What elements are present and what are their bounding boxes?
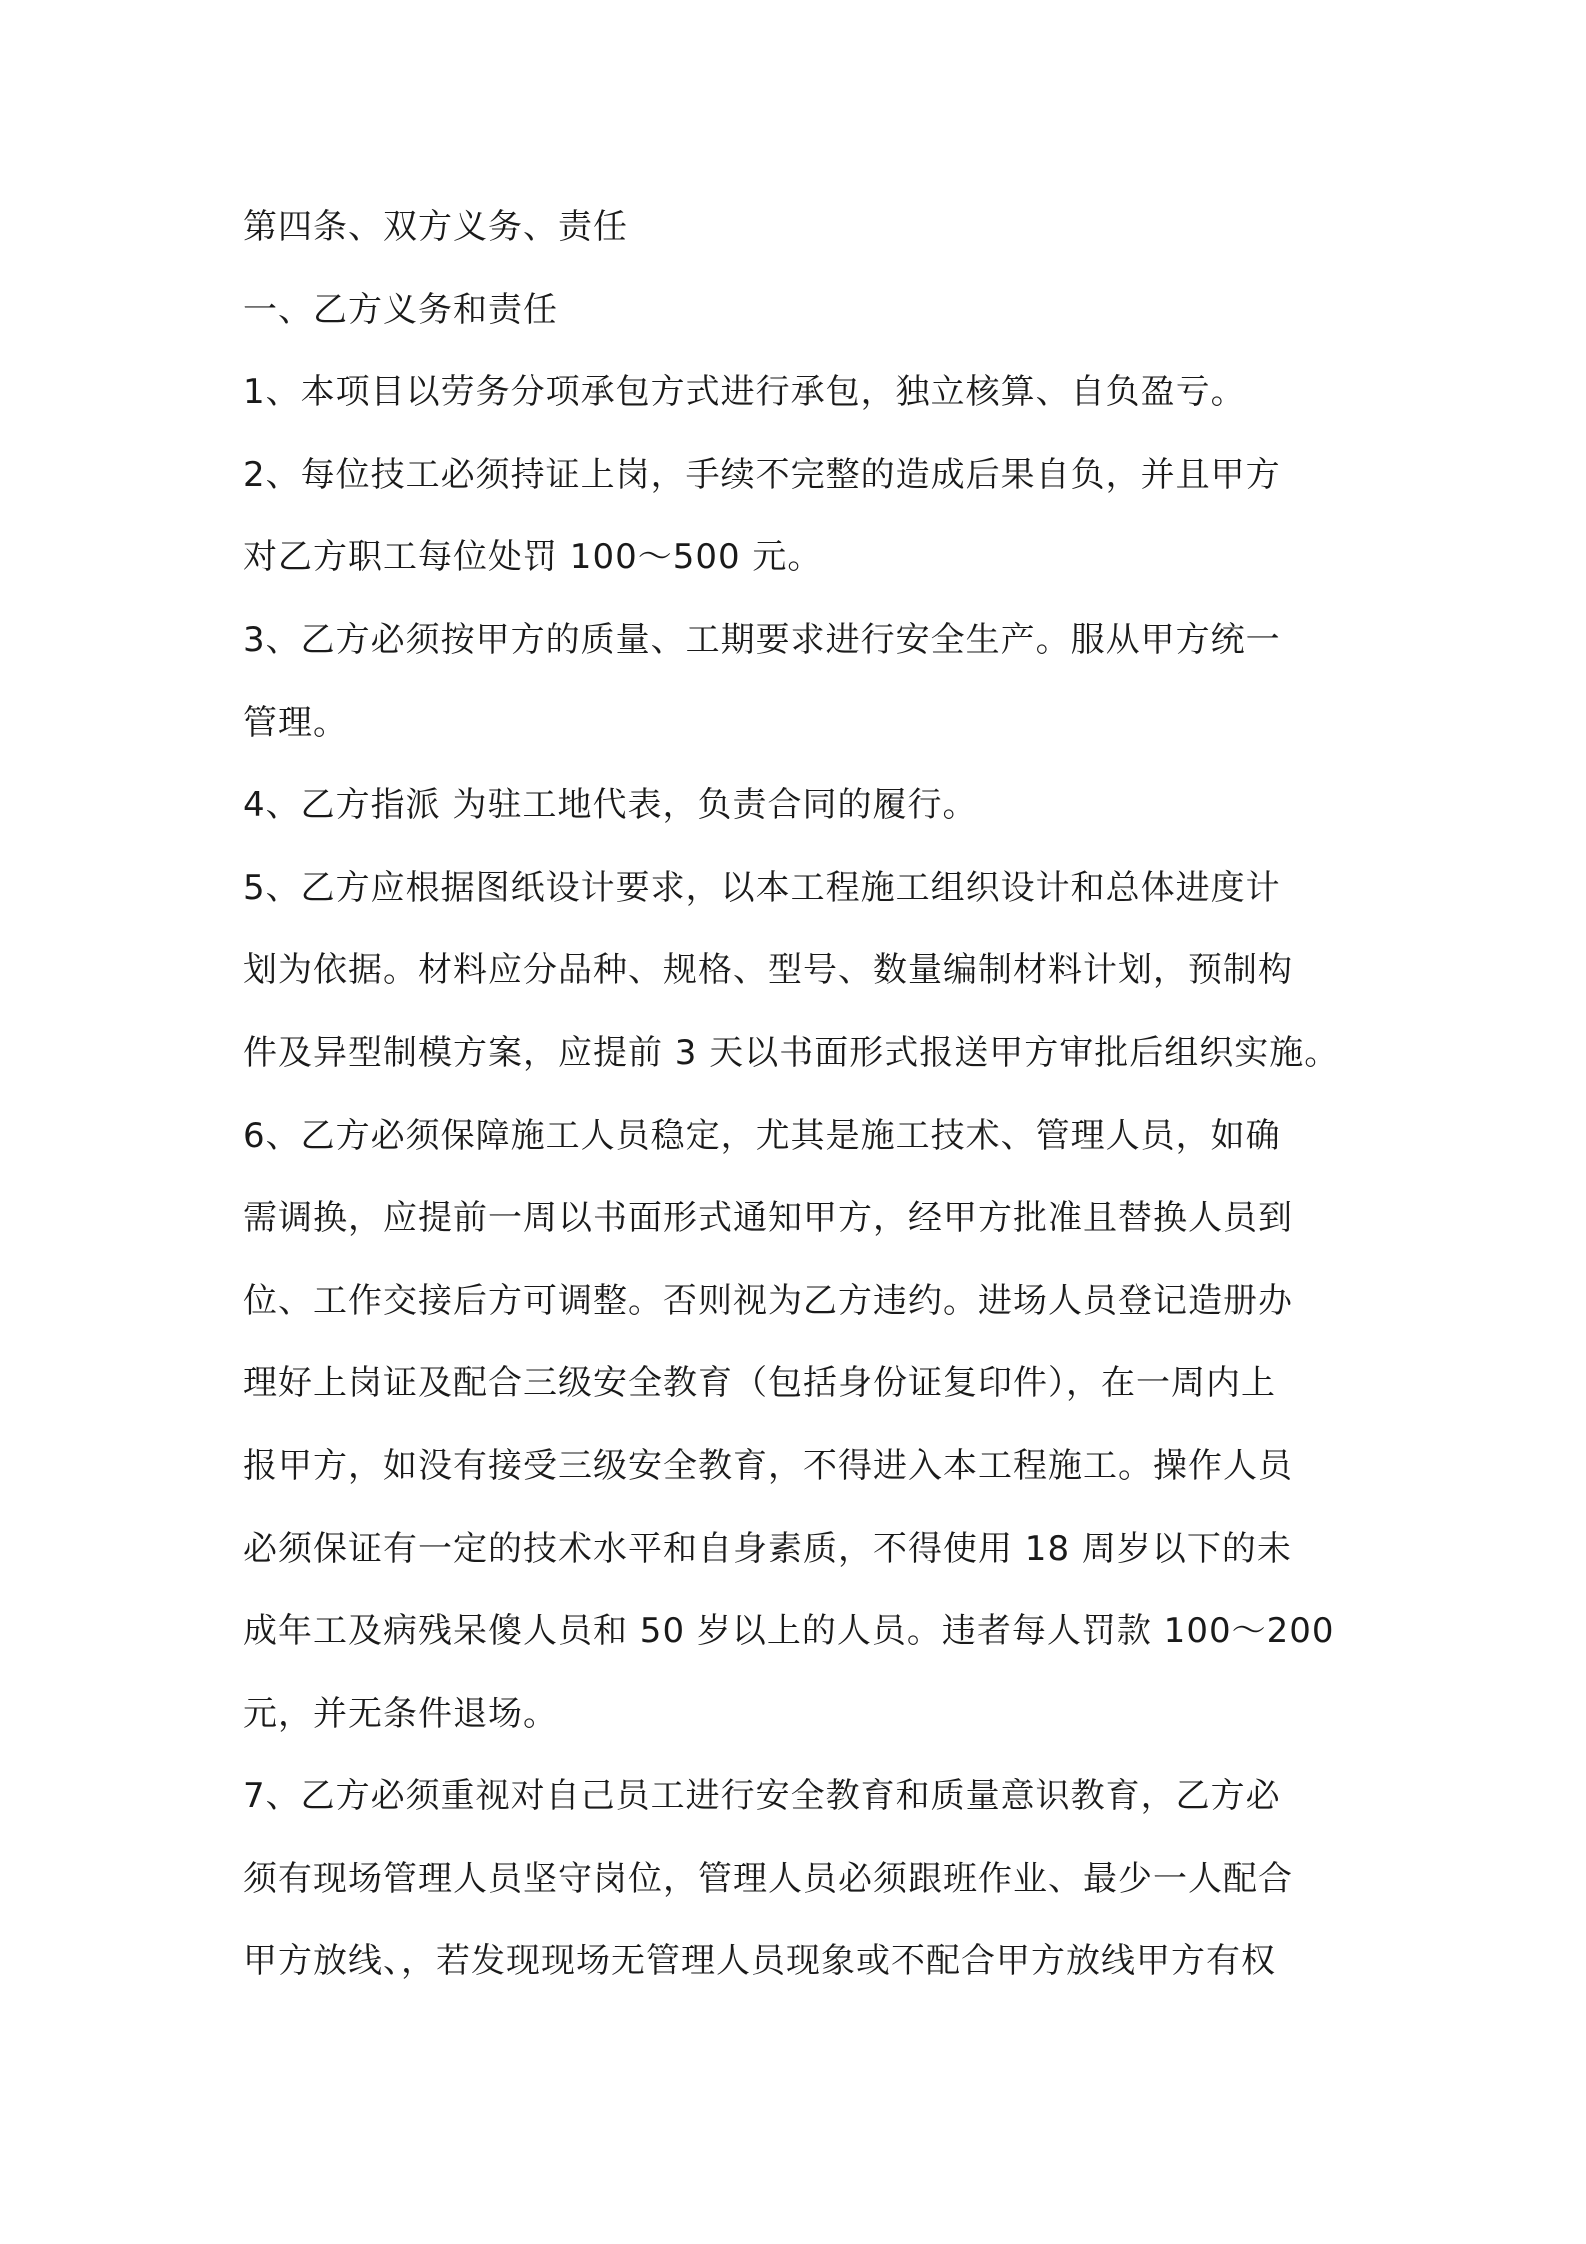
section-heading: 一、乙方义务和责任	[243, 289, 558, 330]
clause-line: 件及异型制模方案，应提前 3 天以书面形式报送甲方审批后组织实施。	[243, 1032, 1340, 1073]
clause-line: 元，并无条件退场。	[243, 1693, 558, 1734]
clause-line: 甲方放线、，若发现现场无管理人员现象或不配合甲方放线甲方有权	[243, 1941, 1276, 1982]
clause-line: 6、乙方必须保障施工人员稳定，尤其是施工技术、管理人员，如确	[243, 1115, 1281, 1156]
clause-line: 4、乙方指派 为驻工地代表，负责合同的履行。	[243, 785, 978, 826]
clause-line: 必须保证有一定的技术水平和自身素质，不得使用 18 周岁以下的未	[243, 1528, 1292, 1569]
clause-line: 需调换，应提前一周以书面形式通知甲方，经甲方批准且替换人员到	[243, 1198, 1293, 1239]
clause-line: 3、乙方必须按甲方的质量、工期要求进行安全生产。服从甲方统一	[243, 619, 1281, 660]
clause-line: 报甲方，如没有接受三级安全教育，不得进入本工程施工。操作人员	[243, 1445, 1293, 1486]
clause-line: 管理。	[243, 702, 348, 743]
clause-line: 须有现场管理人员坚守岗位，管理人员必须跟班作业、最少一人配合	[243, 1858, 1293, 1899]
document-body	[243, 198, 1363, 2015]
clause-line: 1、本项目以劳务分项承包方式进行承包，独立核算、自负盈亏。	[243, 372, 1246, 413]
clause-line: 理好上岗证及配合三级安全教育（包括身份证复印件），在一周内上	[243, 1363, 1276, 1404]
clause-line: 对乙方职工每位处罚 100～500 元。	[243, 537, 823, 578]
clause-line: 7、乙方必须重视对自己员工进行安全教育和质量意识教育，乙方必	[243, 1776, 1281, 1817]
clause-line: 位、工作交接后方可调整。否则视为乙方违约。进场人员登记造册办	[243, 1280, 1293, 1321]
clause-line: 5、乙方应根据图纸设计要求，以本工程施工组织设计和总体进度计	[243, 867, 1281, 908]
clause-line: 划为依据。材料应分品种、规格、型号、数量编制材料计划，预制构	[243, 950, 1293, 991]
clause-line: 成年工及病残呆傻人员和 50 岁以上的人员。违者每人罚款 100～200	[243, 1611, 1335, 1652]
article-heading: 第四条、双方义务、责任	[243, 207, 628, 247]
clause-line: 2、每位技工必须持证上岗，手续不完整的造成后果自负，并且甲方	[243, 454, 1281, 495]
